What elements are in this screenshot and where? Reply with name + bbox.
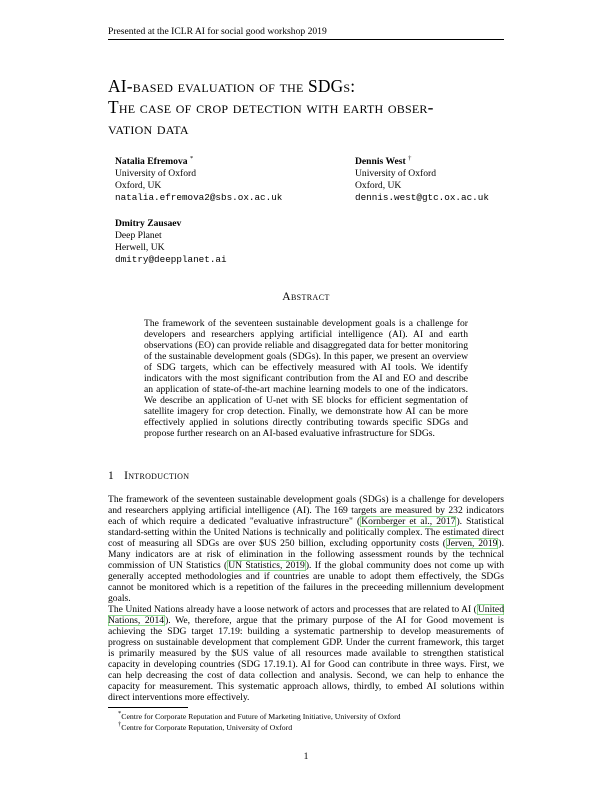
text-run: ). Statistical standard-setting within the United Nations is technically and politically complex. The estimated direct cost of measuring all SDGs are over $US 250 billion, excluding opportunity costs ( [108,516,504,549]
footnote-1 [118,711,504,722]
abstract-text: The framework of the seventeen sustainable development goals is a challenge for developers and researchers applying artificial intelligence (AI). AI and earth observations (EO) can provide reliable and disaggregated data for better monitoring of the sustainable development goals (SDGs). In this paper, we present an overview of SDG targets, which can be effectively measured with AI tools. We identify indicators with the most significant contribution from the AI and EO and describe an application of state-of-the-art machine learning models to one of the indicators. We describe an application of U-net with SE blocks for efficient segmentation of satellite imagery for crop detection. Finally, we demonstrate how AI can be more effectively applied in solutions directly contributing towards specific SDGs and propose further research on an AI-based evaluative infrastructure for SDGs. [144,318,468,439]
text-run: The United Nations already have a loose network of actors and processes that are related to AI ( [108,604,477,615]
citation-link[interactable]: United Nations, 2014 [108,604,504,626]
author-footnote-mark: † [408,155,412,162]
author-email: dmitry@deepplanet.ai [115,254,227,265]
section-number: 1 [108,470,115,482]
body-text [108,494,504,703]
footnotes [118,711,504,733]
author-block-2 [355,156,489,204]
citation-link[interactable]: Jerven, 2019 [446,538,498,549]
text-run: ). We, therefore, argue that the primary purpose of the AI for Good movement is achieving the SDG target 17.19: building a systematic partnership to develop measurements of progress on sustainable development that complement GDP. Under the current framework, this target is primarily measured by the $US value of all resources made available to strengthen statistical capacity in developing countries (SDG 17.19.1). AI for Good can contribute in three ways. First, we can help decreasing the cost of data collection and analysis. Second, we can help to enhance the capacity for measurement. This systematic approach allows, thirdly, to embed AI solutions within direct interventions more effectively. [108,615,504,703]
author-affiliation: University of Oxford [355,168,436,179]
citation-link[interactable]: Kornberger et al., 2017 [361,516,456,527]
paper-title [108,76,528,139]
author-email: natalia.efremova2@sbs.ox.ac.uk [115,192,283,203]
abstract-heading: Abstract [282,291,330,303]
page-number: 1 [303,751,309,762]
footnote-mark: † [118,721,122,728]
running-header: Presented at the ICLR AI for social good workshop 2019 [108,26,327,37]
author-affiliation: Deep Planet [115,230,162,241]
author-location: Oxford, UK [355,180,402,191]
citation-link[interactable]: UN Statistics, 2019 [228,560,305,571]
header-rule [108,39,504,40]
title-line-1: AI-based evaluation of the SDGs: [108,76,356,96]
author-name: Natalia Efremova [115,156,188,167]
footnote-text: Centre for Corporate Reputation, University of Oxford [121,723,293,732]
footnote-rule [108,707,188,708]
author-location: Herwell, UK [115,242,165,253]
section-title: Introduction [124,470,190,482]
text-run: The framework of the seventeen sustainable development goals (SDGs) is a challenge for developers and researchers applying artificial intelligence (AI). The 169 targets are measured by 232 indicators each of which require a dedicated "evaluative infrastructure" ( [108,494,504,527]
footnote-2 [118,722,504,733]
text-run: ). If the global community does not come up with generally accepted methodologies and if countries are unable to adopt them effectively, the SDGs cannot be monitored which is a repetition of the failures in the preceeding millennium development goals. [108,560,505,604]
text-run: ). Many indicators are at risk of elimination in the following assessment rounds by the technical commission of UN Statistics ( [108,538,505,571]
author-name: Dmitry Zausaev [115,218,182,229]
title-line-2: The case of crop detection with earth obser- [108,97,434,117]
paragraph-1 [108,494,504,604]
author-block-1 [115,156,282,204]
section-heading [108,470,189,482]
author-footnote-mark: * [189,155,194,162]
footnote-text: Centre for Corporate Reputation and Future of Marketing Initiative, University of Oxford [121,712,401,721]
author-email: dennis.west@gtc.ox.ac.uk [355,192,489,203]
author-location: Oxford, UK [115,180,162,191]
author-block-3 [115,218,227,266]
author-name: Dennis West [355,156,406,167]
paragraph-2 [108,604,504,703]
author-affiliation: University of Oxford [115,168,196,179]
title-line-3: vation data [108,118,189,138]
footnote-mark: * [118,710,122,717]
